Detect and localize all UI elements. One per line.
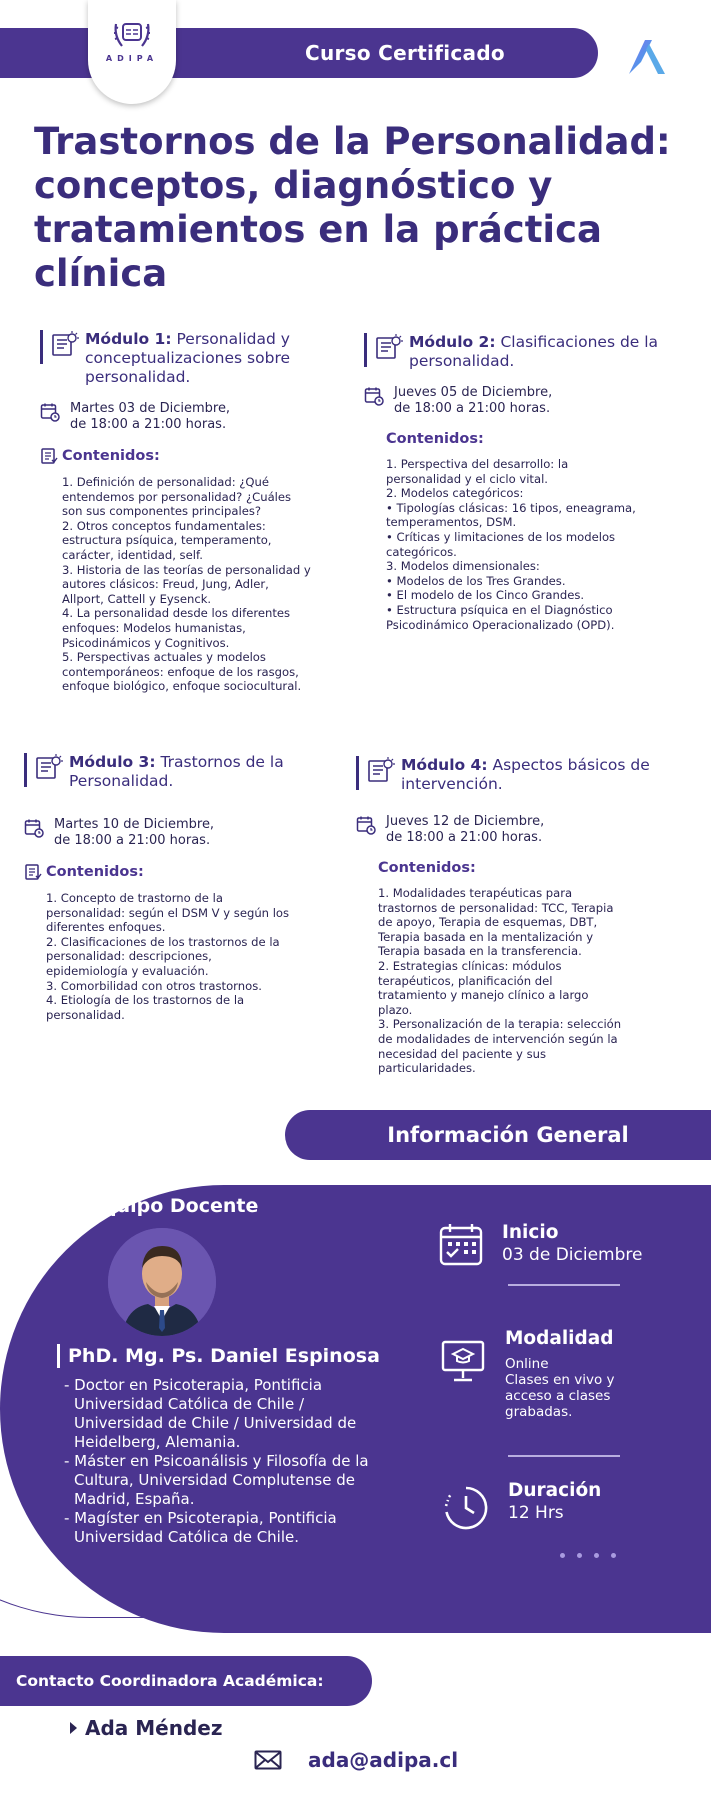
list-item: 2. Modelos categóricos: [386,486,524,501]
list-item: 2. Otros conceptos fundamentales: estructura psíquica, temperamento, carácter, identidad, self. [62,518,272,562]
module-1-date: Martes 03 de Diciembre, de 18:00 a 21:00 horas. [40,401,330,433]
module-1-contents-label: Contenidos: [40,447,330,465]
contact-band [0,1656,372,1706]
adipa-seal-logo [88,0,176,104]
list-item: • Modelos de los Tres Grandes. [386,573,566,588]
envelope-icon [254,1750,282,1770]
list-item: 4. Etiología de los trastornos de la personalidad. [46,993,245,1022]
start-info [502,1222,642,1266]
avatar [108,1228,216,1336]
contact-name: Ada Méndez [70,1716,222,1740]
module-3-contents-label: Contenidos: [24,863,324,881]
list-item: 1. Modalidades terapéuticas para trastornos de personalidad: TCC, Terapia de apoyo, Terapia de esquemas, DBT, Terapia basada en la mentalización y Terapia basada en la transferencia. [378,886,614,959]
list-item: 1. Concepto de trastorno de la personalidad: según el DSM V y según los diferentes enfoques. [46,891,290,935]
document-list-icon [24,863,42,881]
duration-value: 12 Hrs [508,1503,564,1523]
module-3-title: Módulo 3: Trastornos de la Personalidad. [69,753,284,790]
module-4-date: Jueves 12 de Diciembre, de 18:00 a 21:00 horas. [356,814,686,846]
list-item: • Estructura psíquica en el Diagnóstico Psicodinámico Operacionalizado (OPD). [386,602,615,632]
teacher-name: PhD. Mg. Ps. Daniel Espinosa [68,1345,380,1367]
list-item: • El modelo de los Cinco Grandes. [386,588,585,603]
list-item: - Doctor en Psicoterapia, Pontificia Universidad Católica de Chile / Universidad de Chile / Universidad de Heidelberg, Alemania. [64,1376,357,1451]
header-label: Curso Certificado [305,41,505,65]
mode-info [505,1328,615,1420]
book-icon [365,756,395,786]
clock-icon [442,1484,490,1532]
module-1-contents-list [40,475,330,694]
brand-logo-icon [625,34,669,78]
team-title: Equipo Docente [90,1195,259,1217]
module-4-title: Módulo 4: Aspectos básicos de intervención. [401,756,650,793]
module-1-title: Módulo 1: Personalidad y conceptualizaciones sobre personalidad. [85,330,291,386]
calendar-clock-icon [24,818,44,838]
contact-label: Contacto Coordinadora Académica: [16,1672,324,1690]
triangle-bullet-icon [70,1722,77,1734]
teacher-credentials [64,1376,404,1547]
list-item: - Máster en Psicoanálisis y Filosofía de la Cultura, Universidad Complutense de Madrid, España. [64,1452,369,1508]
divider [508,1284,620,1286]
mode-label: Modalidad [505,1328,614,1349]
list-item: 3. Modelos dimensionales: [386,559,540,574]
info-title: Información General [387,1123,629,1147]
document-list-icon [40,447,58,465]
module-2-title: Módulo 2: Clasificaciones de la personalidad. [409,333,659,370]
module-2-contents-label: Contenidos: [386,431,484,447]
list-item: 4. La personalidad desde los diferentes enfoques: Modelos humanistas, Psicodinámicos y Cognitivos. [62,606,291,650]
calendar-clock-icon [40,402,60,422]
seal-word: ADIPA [105,54,159,63]
list-item: 1. Perspectiva del desarrollo: la personalidad y el ciclo vital. [386,457,569,486]
contact-email[interactable] [254,1748,458,1772]
info-title-band [285,1110,711,1160]
monitor-icon [440,1338,486,1384]
calendar-clock-icon [356,815,376,835]
mode-value: Online Clases en vivo y acceso a clases grabadas. [505,1356,615,1420]
module-1 [40,330,330,694]
module-2 [364,333,684,632]
list-item: • Críticas y limitaciones de los modelos categóricos. [386,529,616,559]
list-item: 3. Comorbilidad con otros trastornos. [46,978,262,993]
duration-label: Duración [508,1480,602,1501]
list-item: - Magíster en Psicoterapia, Pontificia Universidad Católica de Chile. [64,1509,337,1546]
module-4-contents-label: Contenidos: [378,860,476,876]
book-icon [373,333,403,363]
module-2-contents-list [364,457,684,632]
module-3-contents-list [24,891,324,1022]
list-item: 5. Perspectivas actuales y modelos contemporáneos: enfoque de los rasgos, enfoque biológico, enfoque sociocultural. [62,650,302,694]
calendar-icon [438,1222,484,1268]
list-item: • Tipologías clásicas: 16 tipos, eneagrama, temperamentos, DSM. [386,500,636,530]
course-title: Trastornos de la Personalidad: conceptos, diagnóstico y tratamientos en la práctica clínica [34,120,671,295]
divider [508,1455,620,1457]
list-item: 2. Estrategias clínicas: módulos terapéuticos, planificación del tratamiento y manejo clínico a largo plazo. [378,958,589,1017]
book-icon [33,753,63,783]
module-3-date: Martes 10 de Diciembre, de 18:00 a 21:00 horas. [24,817,324,849]
list-item: 2. Clasificaciones de los trastornos de la personalidad: descripciones, epidemiología y evaluación. [46,934,280,978]
list-item: 3. Historia de las teorías de personalidad y autores clásicos: Freud, Jung, Adler, Allport, Cattell y Eysenck. [62,562,311,606]
duration-info [508,1480,601,1524]
list-item: 3. Personalización de la terapia: selección de modalidades de intervención según la necesidad del paciente y sus particularidades. [378,1017,622,1076]
seal-emblem-icon [110,18,154,52]
start-label: Inicio [502,1222,559,1243]
teacher-name-accent [57,1344,60,1368]
module-2-date: Jueves 05 de Diciembre, de 18:00 a 21:00 horas. [364,385,684,417]
start-value: 03 de Diciembre [502,1245,643,1265]
list-item: 1. Definición de personalidad: ¿Qué entendemos por personalidad? ¿Cuáles son sus componentes principales? [62,475,292,519]
module-4 [356,756,686,1076]
decorative-dots [560,1553,616,1558]
teacher-portrait-icon [108,1228,216,1336]
email-link[interactable]: ada@adipa.cl [308,1748,459,1772]
book-icon [49,330,79,360]
module-4-contents-list [356,886,686,1076]
module-3 [24,753,324,1022]
calendar-clock-icon [364,386,384,406]
